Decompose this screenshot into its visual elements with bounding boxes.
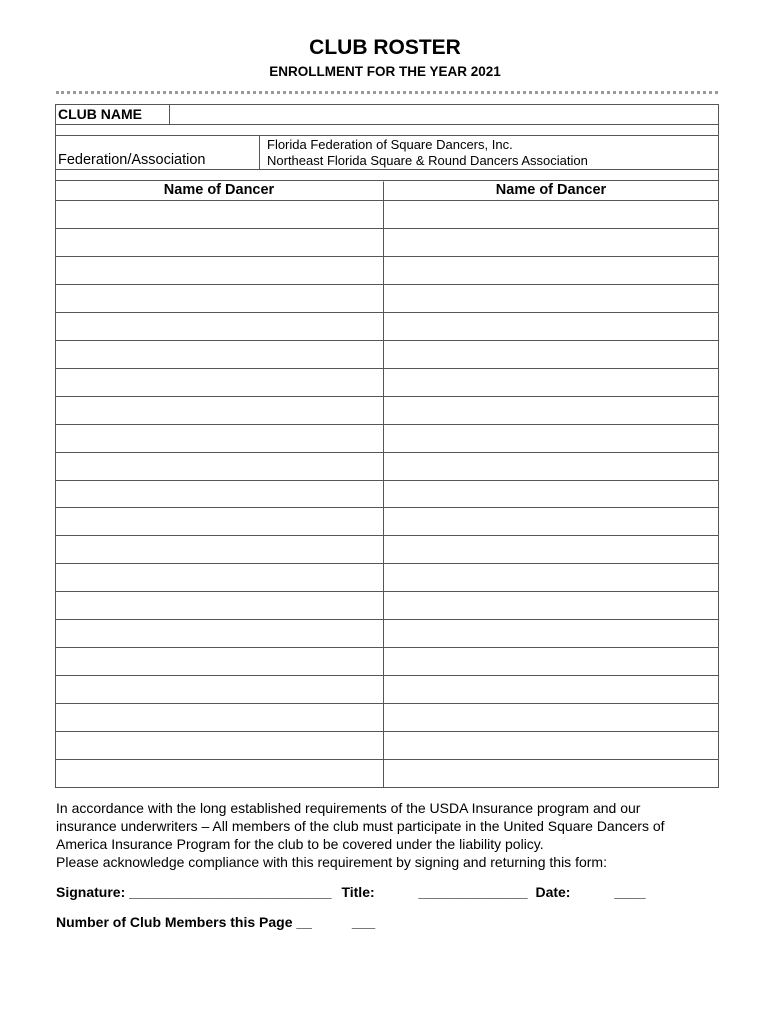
dancer-name-cell-right[interactable] <box>384 648 718 674</box>
dancer-name-cell-right[interactable] <box>384 424 718 450</box>
federation-option-1: Florida Federation of Square Dancers, Inc. <box>267 137 513 152</box>
dancer-name-cell-right[interactable] <box>384 201 718 227</box>
dancer-name-cell-left[interactable] <box>56 732 383 758</box>
club-name-label: CLUB NAME <box>58 106 142 122</box>
dancer-name-cell-right[interactable] <box>384 368 718 394</box>
date-field[interactable]: ____ <box>614 884 646 900</box>
dancer-name-cell-left[interactable] <box>56 368 383 394</box>
federation-label: Federation/Association <box>58 152 206 168</box>
statement-line-2: insurance underwriters – All members of the club must participate in the United Square Dancers of <box>56 818 665 834</box>
dancer-name-cell-left[interactable] <box>56 676 383 702</box>
dancer-name-cell-right[interactable] <box>384 732 718 758</box>
member-count-line <box>56 914 375 930</box>
dancer-name-cell-left[interactable] <box>56 396 383 422</box>
statement-line-1: In accordance with the long established requirements of the USDA Insurance program and our <box>56 800 641 816</box>
dancer-name-cell-right[interactable] <box>384 592 718 618</box>
dancer-name-cell-left[interactable] <box>56 704 383 730</box>
member-count-label: Number of Club Members this Page __ <box>56 914 312 930</box>
dancer-name-cell-left[interactable] <box>56 564 383 590</box>
dancer-name-cell-right[interactable] <box>384 256 718 282</box>
signature-field[interactable]: Signature: __________________________ <box>56 884 332 900</box>
statement-line-4: Please acknowledge compliance with this requirement by signing and returning this form: <box>56 854 607 870</box>
federation-option-2: Northeast Florida Square & Round Dancers Association <box>267 153 588 168</box>
dancer-name-cell-right[interactable] <box>384 704 718 730</box>
dancer-name-cell-left[interactable] <box>56 536 383 562</box>
dancer-name-cell-right[interactable] <box>384 284 718 310</box>
statement-line-3: America Insurance Program for the club to be covered under the liability policy. <box>56 836 544 852</box>
dancer-name-cell-left[interactable] <box>56 340 383 366</box>
dancer-name-cell-right[interactable] <box>384 340 718 366</box>
signature-line <box>56 884 646 900</box>
dancer-name-cell-left[interactable] <box>56 508 383 534</box>
dancer-name-cell-right[interactable] <box>384 228 718 254</box>
dancer-name-cell-left[interactable] <box>56 284 383 310</box>
dancer-name-cell-left[interactable] <box>56 480 383 506</box>
dancer-name-cell-right[interactable] <box>384 620 718 646</box>
member-count-field[interactable]: ___ <box>351 914 376 930</box>
compliance-statement <box>56 799 726 871</box>
dancer-name-cell-right[interactable] <box>384 452 718 478</box>
dancer-name-cell-right[interactable] <box>384 564 718 590</box>
dancer-name-cell-left[interactable] <box>56 760 383 786</box>
dancer-name-cell-left[interactable] <box>56 312 383 338</box>
dancer-name-cell-right[interactable] <box>384 760 718 786</box>
page-subtitle: ENROLLMENT FOR THE YEAR 2021 <box>269 64 501 79</box>
dancer-name-cell-left[interactable] <box>56 256 383 282</box>
column-header-left: Name of Dancer <box>163 182 275 198</box>
dancer-name-cell-right[interactable] <box>384 312 718 338</box>
dancer-name-cell-left[interactable] <box>56 201 383 227</box>
dancer-name-cell-left[interactable] <box>56 648 383 674</box>
dancer-name-cell-left[interactable] <box>56 620 383 646</box>
dancer-name-cell-right[interactable] <box>384 396 718 422</box>
dancer-name-cell-left[interactable] <box>56 228 383 254</box>
dancer-name-cell-left[interactable] <box>56 452 383 478</box>
column-header-right: Name of Dancer <box>495 182 607 198</box>
dancer-name-cell-left[interactable] <box>56 592 383 618</box>
dancer-name-cell-right[interactable] <box>384 508 718 534</box>
page-title: CLUB ROSTER <box>309 36 461 59</box>
title-label: Title: <box>341 884 375 900</box>
dancer-name-cell-right[interactable] <box>384 480 718 506</box>
dancer-name-cell-left[interactable] <box>56 424 383 450</box>
dancer-name-cell-right[interactable] <box>384 536 718 562</box>
date-label: Date: <box>535 884 571 900</box>
title-field[interactable]: ______________ <box>418 884 528 900</box>
dancer-name-cell-right[interactable] <box>384 676 718 702</box>
